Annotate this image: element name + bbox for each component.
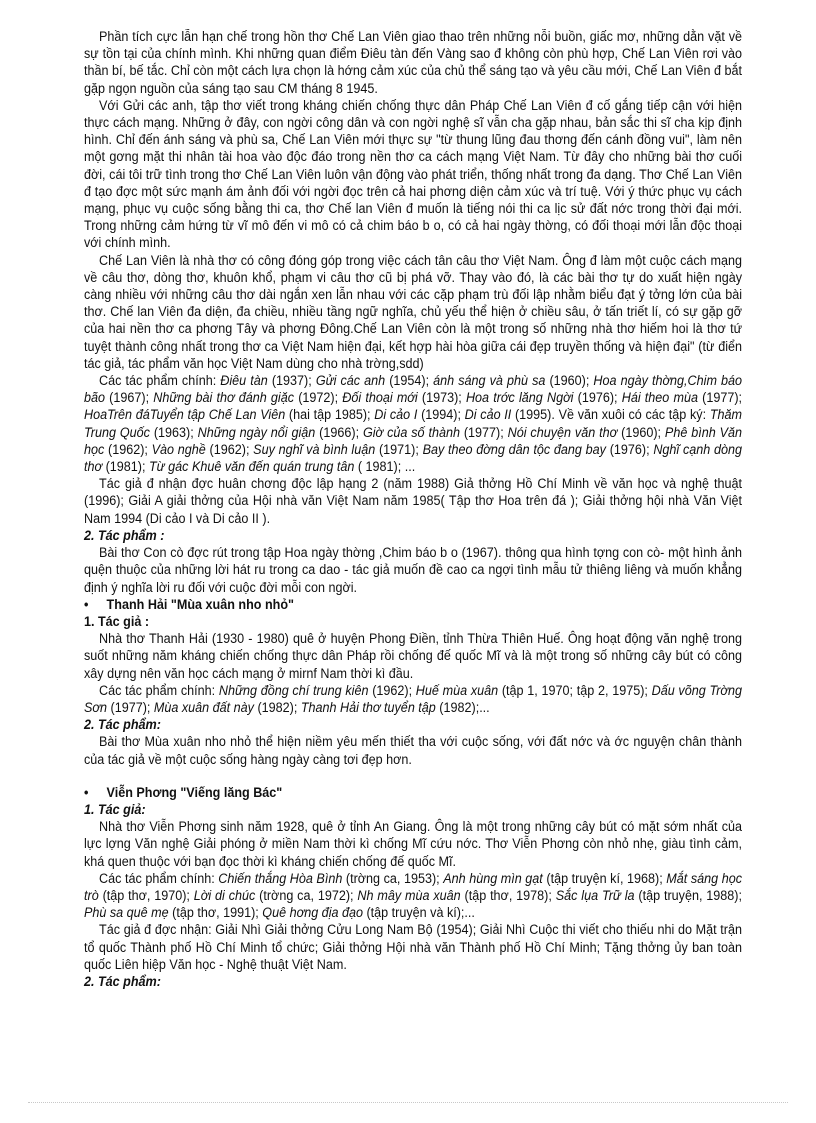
- text-run: (1994);: [417, 407, 465, 423]
- vien-phuong-works-paragraph: [84, 870, 742, 922]
- text-run: (1962);: [205, 441, 254, 457]
- work-title: Di cảo II: [464, 407, 512, 423]
- work-title: Lời di chúc: [193, 887, 256, 903]
- text-run: (tập 1, 1970; tập 2, 1975);: [498, 682, 652, 698]
- page-bottom-rule: [28, 1102, 788, 1103]
- text-run: Các tác phẩm chính:: [99, 682, 219, 698]
- work-title: Những bài thơ đánh giặc: [153, 390, 295, 406]
- work-title: Nh mây mùa xuân: [357, 887, 461, 903]
- bullet-icon: •: [84, 784, 89, 800]
- text-run: Các tác phẩm chính:: [99, 870, 219, 886]
- text-run: (1971);: [375, 441, 423, 457]
- text-run: ( 1981); ...: [354, 459, 416, 475]
- work-title: ánh sáng và phù sa: [433, 373, 546, 389]
- text-run: (1972);: [294, 390, 343, 406]
- work-title: Từ gác Khuê văn đến quán trung tân: [148, 459, 355, 475]
- vien-phuong-awards: Tác giả đ đợc nhận: Giải Nhì Giải thởng Cửu Long Nam Bộ (1954); Giải Nhì Cuộc thi viết cho thiếu nhi do Mặt trận tổ quốc Thành phố Hồ Chí Minh tổ chức; Giải thởng Hội nhà văn Thành phố Hồ Chí Minh; Tặng thởng ủy ban toàn quốc Liên hiệp Văn học - Nghệ thuật Việt Nam.: [84, 922, 743, 972]
- con-co-description: Bài thơ Con cò đợc rút trong tập Hoa ngày thờng ,Chim báo b o (1967). thông qua hình tợng con cò- một hình ảnh quện thuộc của những lời hát ru trong ca dao - tác giả muốn đề cao ca ngợi tình mẫu tử thiêng liêng và muốn khẳng định ý nghĩa lời ru đối với cuộc đời mỗi con ngời.: [84, 545, 743, 595]
- text-run: (1962);: [368, 682, 416, 698]
- vien-phuong-heading: [84, 784, 742, 801]
- work-title: Hoa trớc lăng Ngời: [465, 390, 574, 406]
- work-title: Huế mùa xuân: [415, 682, 499, 698]
- vien-phuong-work-label: 2. Tác phẩm:: [84, 973, 161, 989]
- clv-work-label: 2. Tác phẩm :: [84, 527, 165, 543]
- text-run: (1977);: [459, 424, 508, 440]
- text-run: (trờng ca, 1953);: [342, 870, 444, 886]
- text-run: (1976);: [605, 441, 654, 457]
- text-run: (1981);: [102, 459, 149, 475]
- text-run: (tập truyện, 1988);: [634, 887, 742, 903]
- text-run: Các tác phẩm chính:: [99, 373, 221, 389]
- text-run: (1976);: [573, 390, 622, 406]
- clv-works-paragraph: [84, 372, 742, 475]
- work-title: Bay theo đờng dân tộc đang bay: [422, 441, 606, 457]
- work-title: Dấu võng Trờng Sơn: [84, 682, 743, 715]
- text-run: (1967);: [105, 390, 154, 406]
- text-run: (1982);...: [435, 699, 490, 715]
- text-run: (1954);: [385, 373, 434, 389]
- work-title: Phê bình Văn học: [84, 424, 743, 457]
- work-title: Mắt sáng học trò: [84, 870, 743, 903]
- text-run: (1982);: [253, 699, 301, 715]
- work-title: Gửi các anh: [315, 373, 386, 389]
- text-run: (1960);: [617, 424, 665, 440]
- work-title: Di cảo I: [374, 407, 418, 423]
- text-run: (tập thơ, 1970);: [98, 887, 194, 903]
- text-run: (trờng ca, 1972);: [255, 887, 358, 903]
- vien-phuong-author-label: 1. Tác giả:: [84, 801, 146, 817]
- text-run: (hai tập 1985);: [285, 407, 375, 423]
- work-title: Phù sa quê mẹ: [84, 905, 169, 921]
- work-title: Thăm Trung Quốc: [84, 407, 742, 440]
- work-title: Nghĩ cạnh dòng thơ: [84, 441, 742, 475]
- work-title: Những ngày nổi giận: [197, 424, 316, 440]
- text-run: (tập truyện kí, 1968);: [542, 870, 667, 886]
- text-run: (1973);: [417, 390, 466, 406]
- work-title: Sắc lụa Trữ la: [555, 887, 635, 903]
- intro-paragraph-2: Với Gửi các anh, tập thơ viết trong kháng chiến chống thực dân Pháp Chế Lan Viên đ cố gắng tiếp cận với hiện thực cách mạng. Những ở đây, con ngời công dân và con ngời nghệ sĩ vẫn cha gặp nhau, bản sắc thi sĩ cha kịp định hình. Chỉ đến ánh sáng và phù sa, Chế Lan Viên mới thực sự "từ thung lũng đau thơng đến cánh đồng vui", làm nên một gơng mặt thi nhân tài hoa vào độc đáo trong nền thơ ca cách mạng Việt Nam. Từ đây cho những bài thơ cuối đời, cái tôi trữ tình trong thơ Chế Lan Viên luôn vận động vào phát triển, thống nhất trong đa dạng. Thơ Chế Lan Viên đ tạo đợc một sức mạnh ám ảnh đối với ngời đọc trên cả hai phơng diện cảm xúc và trí tuệ. Với ý thức phục vụ cách mạng, phục vụ cuộc sống bằng thi ca, thơ Chế lan Viên đ muốn là tiếng nói thi ca lịc sử đất nớc trong thời đại mới. Trong những cảm hứng từ vĩ mô đến vi mô có cả chim báo b o, có cả hai ngày thờng, có đối thoại mới lẫn độc thoại với chính mình.: [84, 97, 743, 251]
- intro-paragraph-3: Chế Lan Viên là nhà thơ có công đóng góp trong việc cách tân câu thơ Việt Nam. Ông đ làm một cuộc cách mạng về câu thơ, dòng thơ, khuôn khổ, phạm vi câu thơ cũ bị phá vỡ. Thay vào đó, là các bài thơ tự do xuất hiện ngày càng nhiều với những câu thơ dài ngắn xen lẫn nhau với các cặp phạm trù đối lập nhằm biểu đạt ý tởng lớn của bài thơ. Chế lan Viên đa diện, đa chiều, nhiều tầng ngữ nghĩa, chủ yếu thể hiện ở chiều sâu, ở tấn triết lí, có sự gặp gỡ của hai nền thơ ca phơng Tây và phơng Đông.Chế Lan Viên còn là một trong số những nhà thơ hiếm hoi là thơ tứ tuyệt thành công nhất trong thơ ca Việt Nam hiện đại, kết hợp hài hòa giữa cái đẹp truyền thống và hiện đại" (từ điển tác giả, tác phẩm văn học Việt Nam dùng cho nhà trờng,sdd): [84, 252, 743, 371]
- thanh-hai-work-label: 2. Tác phẩm:: [84, 717, 161, 733]
- text-run: (1966);: [315, 424, 363, 440]
- clv-works-runs: [84, 373, 742, 474]
- work-title: Mùa xuân đất này: [153, 699, 254, 715]
- clv-awards-paragraph: Tác giả đ nhận đợc huân chơng độc lập hạng 2 (năm 1988) Giả thởng Hồ Chí Minh về văn học và nghệ thuật (1996); Giải A giải thởng của Hội nhà văn Việt Nam năm 1985( Tập thơ Hoa trên đá ); Giải thởng hội nhà Văn Việt Nam 1994 (Di cảo I và Di cảo II ).: [84, 476, 743, 526]
- text-run: (1977);: [697, 390, 743, 406]
- text-run: (tập thơ, 1991);: [168, 905, 263, 921]
- thanh-hai-heading: [84, 596, 742, 613]
- work-title: Giờ của số thành: [362, 424, 460, 440]
- work-title: Vào nghề: [151, 441, 206, 457]
- text-run: (1937);: [267, 373, 316, 389]
- work-title: Đối thoại mới: [342, 390, 418, 406]
- text-run: (1963);: [149, 424, 198, 440]
- work-title: Những đồng chí trung kiên: [218, 682, 369, 698]
- vien-phuong-heading-text: Viễn Phơng "Viếng lăng Bác": [106, 784, 283, 800]
- bullet-icon: •: [84, 596, 89, 612]
- thanh-hai-heading-text: Thanh Hải "Mùa xuân nho nhỏ": [106, 596, 295, 612]
- work-title: Hái theo mùa: [621, 390, 698, 406]
- text-run: (1960);: [545, 373, 594, 389]
- thanh-hai-work-description: Bài thơ Mùa xuân nho nhỏ thể hiện niềm yêu mến thiết tha với cuộc sống, với đất nớc và ớc nguyện chân thành của tác giả về một cuộc sống hàng ngày càng tơi đẹp hơn.: [84, 734, 743, 767]
- work-title: Quê hơng địa đạo: [262, 905, 363, 921]
- text-run: (1995). Về văn xuôi có các tập ký:: [511, 407, 710, 423]
- thanh-hai-works-runs: [84, 683, 742, 715]
- text-run: (tập truyện và kí);...: [362, 905, 475, 921]
- intro-paragraph-1: Phần tích cực lẫn hạn chế trong hồn thơ Chế Lan Viên giao thao trên những nỗi buồn, giấc mơ, những dằn vặt về sự tồn tại của chính mình. Khi những quan điểm Điêu tàn đến Vàng sao đ không còn phù hợp, Chế Lan Viên rơi vào thần bí, bế tắc. Chỉ còn một cách lựa chọn là hớng cảm xúc của chủ thể sáng tạo và yêu cầu mới, Chế Lan Viên đ bắt gặp ngọn nguồn của sáng tạo sau CM tháng 8 1945.: [84, 29, 743, 96]
- text-run: (1977);: [107, 699, 154, 715]
- work-title: Suy nghĩ và bình luận: [253, 441, 376, 457]
- work-title: Thanh Hải thơ tuyển tập: [300, 699, 436, 715]
- thanh-hai-bio: Nhà thơ Thanh Hải (1930 - 1980) quê ở huyện Phong Điền, tỉnh Thừa Thiên Huế. Ông hoạt động văn nghệ trong suốt những năm kháng chiến chống thực dân Pháp rồi chống đế quốc Mĩ và là một trong số những cây bút có công xây dựng nên văn học cách mạng ở mirnf Nam thời kì đầu.: [84, 631, 743, 681]
- thanh-hai-works-paragraph: [84, 682, 742, 716]
- document-page: [84, 28, 742, 990]
- vien-phuong-bio: Nhà thơ Viễn Phơng sinh năm 1928, quê ở tỉnh An Giang. Ông là một trong những cây bút có mặt sớm nhất của lực lợng Văn nghệ Giải phóng ở miền Nam thời kì chống Mĩ cứu nớc. Thơ Viễn Phơng còn nhỏ nhẹ, giàu tình cảm, khá quen thuộc với bạn đọc thời kì kháng chiến chống đế quốc Mĩ.: [84, 819, 743, 869]
- thanh-hai-author-label: 1. Tác giả :: [84, 613, 150, 629]
- text-run: (1962);: [104, 441, 152, 457]
- vien-phuong-works-runs: [84, 871, 742, 920]
- work-title: Anh hùng mìn gạt: [443, 870, 543, 886]
- work-title: Điêu tàn: [220, 373, 268, 389]
- work-title: Nói chuyện văn thơ: [507, 424, 618, 440]
- text-run: (tập thơ, 1978);: [460, 887, 556, 903]
- work-title: Hoa ngày thờng,Chim báo bão: [84, 373, 743, 406]
- work-title: HoaTrên đáTuyển tập Chế Lan Viên: [84, 407, 286, 423]
- work-title: Chiến thắng Hòa Bình: [218, 870, 343, 886]
